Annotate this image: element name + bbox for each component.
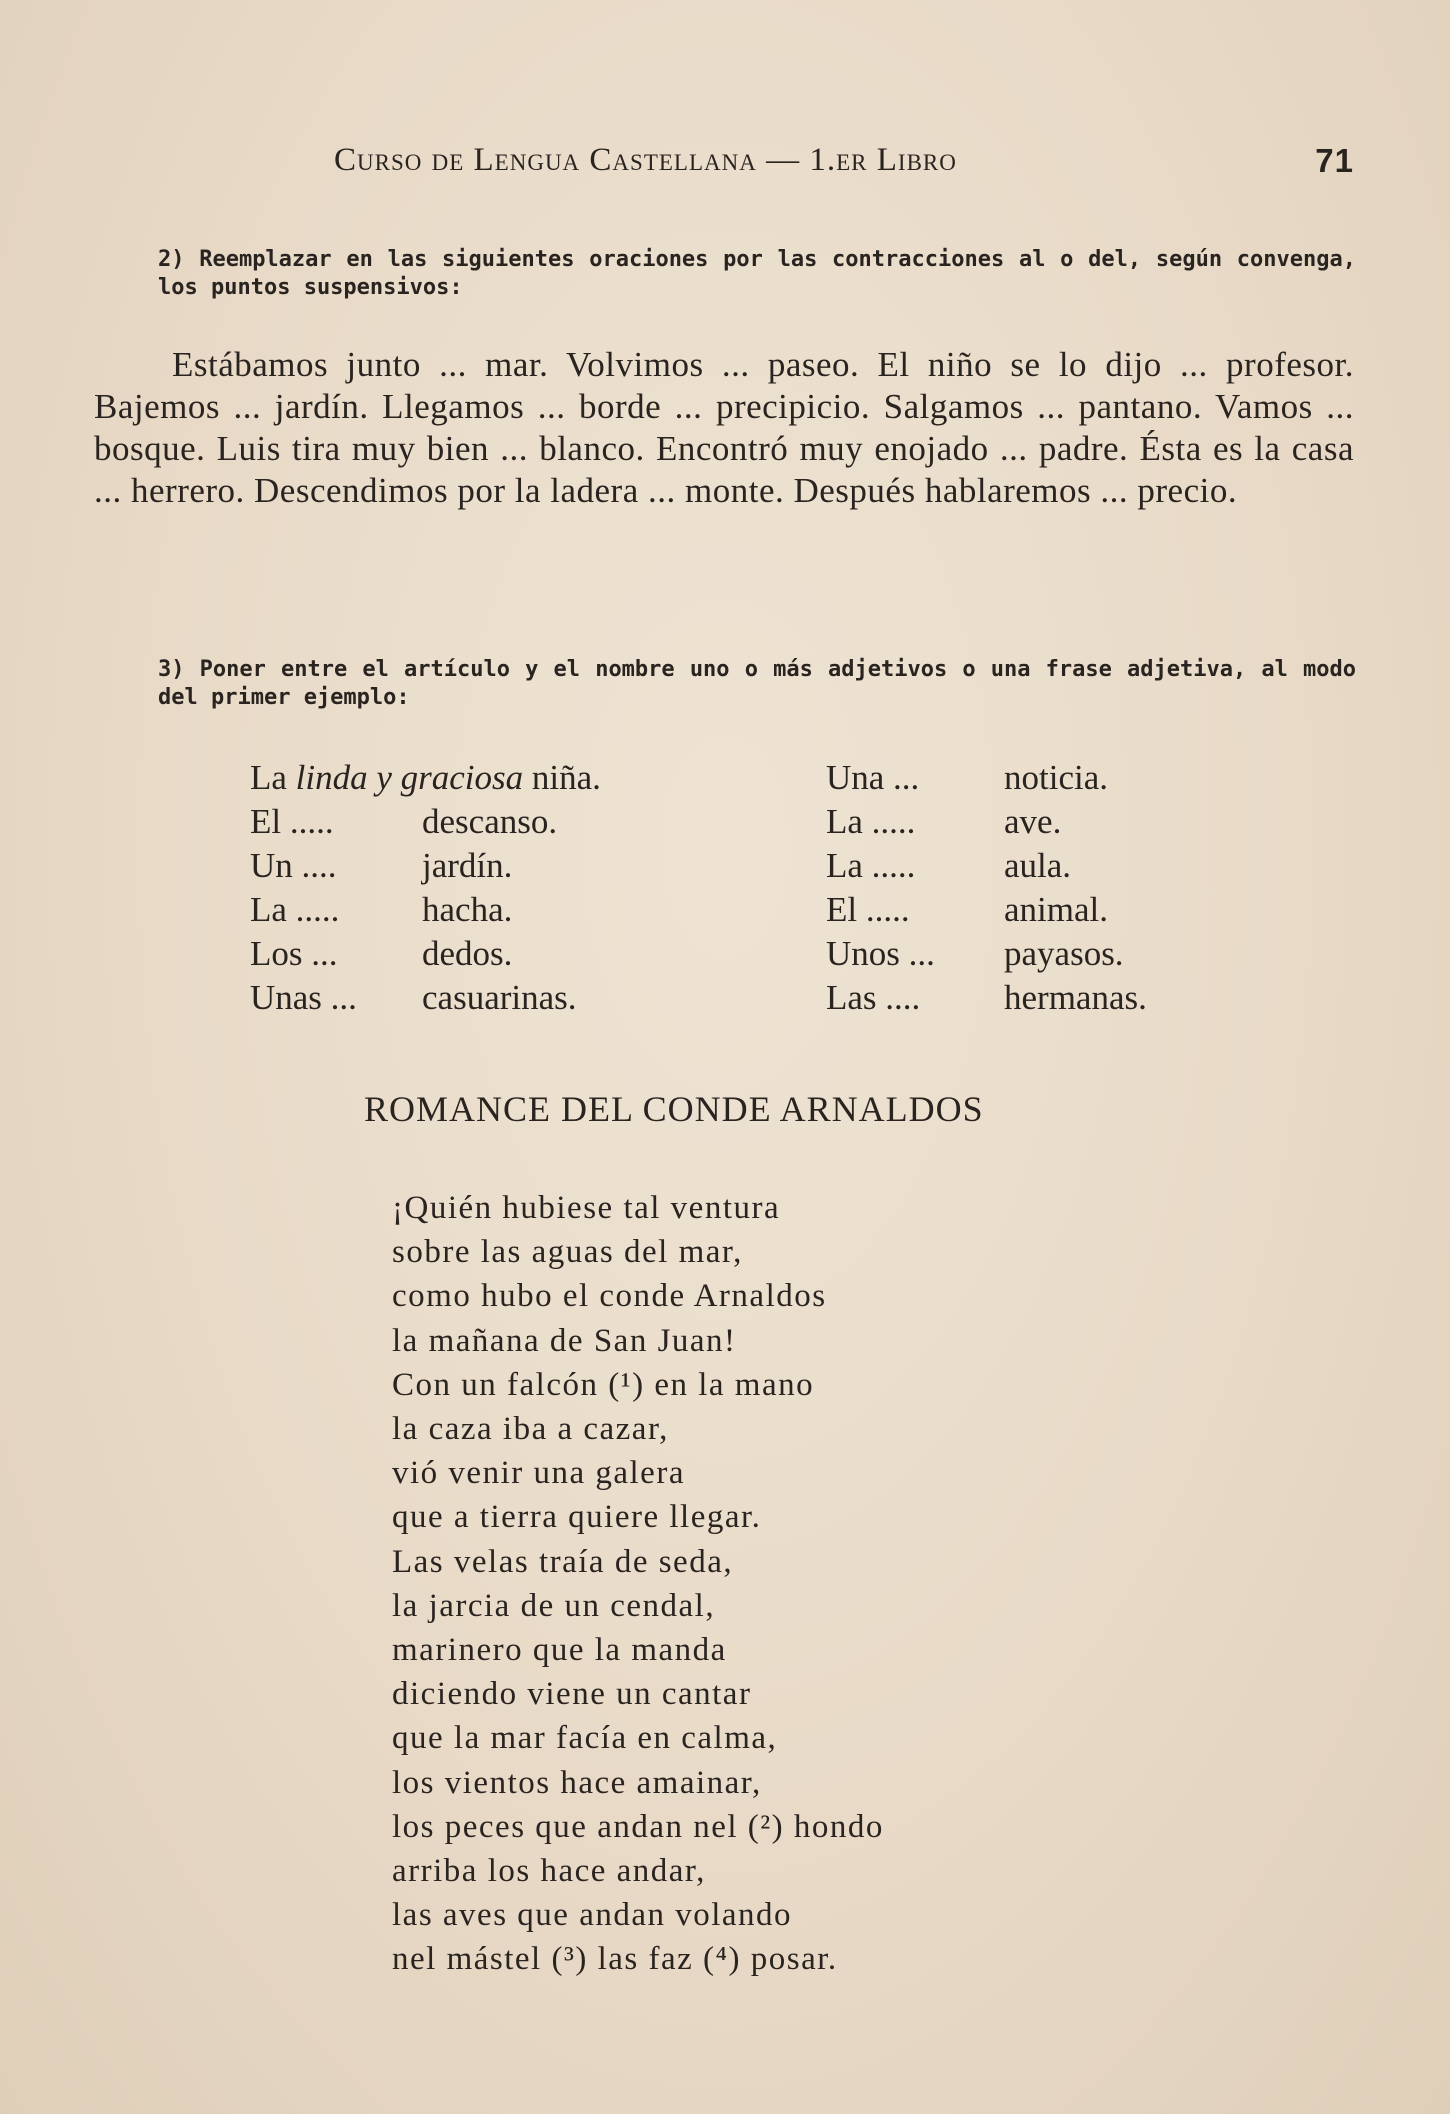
noun: hacha.	[422, 890, 513, 929]
poem-line: las aves que andan volando	[392, 1897, 793, 1934]
poem-body	[392, 1186, 884, 1982]
header-title: Curso de Lengua Castellana — 1.er Libro	[334, 142, 957, 178]
noun: jardín.	[422, 846, 513, 885]
article: Los ...	[250, 934, 338, 973]
list-item	[250, 800, 601, 844]
noun: payasos.	[1004, 934, 1124, 973]
article: La .....	[826, 846, 916, 885]
exercise-3-instruction-text: 3) Poner entre el artículo y el nombre uno o más adjetivos o una frase adjetiva, al modo del primer ejemplo:	[158, 657, 1356, 710]
article: Unas ...	[250, 978, 357, 1017]
poem-title: ROMANCE DEL CONDE ARNALDOS	[364, 1089, 984, 1129]
noun: animal.	[1004, 890, 1108, 929]
list-item	[826, 976, 1147, 1020]
article: El .....	[250, 802, 334, 841]
article: Un ....	[250, 846, 337, 885]
article: La	[250, 758, 287, 797]
noun: dedos.	[422, 934, 513, 973]
poem-line: ¡Quién hubiese tal ventura	[392, 1190, 781, 1226]
noun: descanso.	[422, 802, 558, 841]
list-item	[250, 932, 601, 976]
exercise-3-right-column	[826, 756, 1147, 1020]
noun: niña.	[531, 758, 601, 797]
list-item	[826, 756, 1147, 800]
poem-line: Con un falcón (¹) en la mano	[392, 1366, 815, 1403]
exercise-2-instruction	[94, 246, 1356, 302]
list-item	[826, 800, 1147, 844]
exercise-3-instruction	[94, 656, 1356, 712]
running-header	[334, 142, 1354, 192]
poem-line: como hubo el conde Arnaldos	[392, 1278, 827, 1315]
poem-line: que la mar facía en calma,	[392, 1720, 778, 1757]
article: El .....	[826, 890, 910, 929]
article: La .....	[826, 802, 916, 841]
page-number: 71	[1315, 142, 1354, 179]
list-item	[826, 888, 1147, 932]
list-item	[250, 844, 601, 888]
poem-line: la caza iba a cazar,	[392, 1411, 669, 1448]
exercise-2-paragraph	[94, 344, 1354, 512]
article: Una ...	[826, 758, 920, 797]
exercise-3-left-column	[250, 756, 601, 1020]
poem-line: los vientos hace amainar,	[392, 1764, 762, 1801]
noun: casuarinas.	[422, 978, 577, 1017]
poem-line: que a tierra quiere llegar.	[392, 1499, 762, 1536]
example-adjective: linda y graciosa	[295, 758, 524, 797]
list-item	[250, 756, 601, 800]
list-item	[250, 888, 601, 932]
poem-line: sobre las aguas del mar,	[392, 1234, 743, 1271]
noun: ave.	[1004, 802, 1062, 841]
list-item	[250, 976, 601, 1020]
poem-line: marinero que la manda	[392, 1632, 727, 1669]
exercise-2-text: Estábamos junto ... mar. Volvimos ... paseo. El niño se lo dijo ... profesor. Bajemos ... jardín. Llegamos ... borde ... precipicio. Salgamos ... pantano. Vamos ... bosque. Luis tira muy bien ... blanco. Encontró muy enojado ... padre. Ésta es la casa ... herrero. Descendimos por la ladera ... monte. Después hablaremos ... precio.	[94, 345, 1354, 510]
article: Unos ...	[826, 934, 935, 973]
list-item	[826, 844, 1147, 888]
poem-line: arriba los hace andar,	[392, 1853, 706, 1890]
article: Las ....	[826, 978, 921, 1017]
poem-line: nel mástel (³) las faz (⁴) posar.	[392, 1941, 838, 1978]
noun: noticia.	[1004, 758, 1108, 797]
exercise-2-instruction-text: 2) Reemplazar en las siguientes oraciones por las contracciones al o del, según convenga, los puntos suspensivos:	[158, 247, 1356, 300]
noun: aula.	[1004, 846, 1072, 885]
poem-line: los peces que andan nel (²) hondo	[392, 1808, 884, 1845]
article: La .....	[250, 890, 340, 929]
poem-line: vió venir una galera	[392, 1455, 685, 1492]
noun: hermanas.	[1004, 978, 1147, 1017]
poem-line: la jarcia de un cendal,	[392, 1587, 716, 1624]
poem-line: la mañana de San Juan!	[392, 1322, 737, 1359]
poem-line: diciendo viene un cantar	[392, 1676, 752, 1713]
list-item	[826, 932, 1147, 976]
poem-line: Las velas traía de seda,	[392, 1543, 734, 1580]
